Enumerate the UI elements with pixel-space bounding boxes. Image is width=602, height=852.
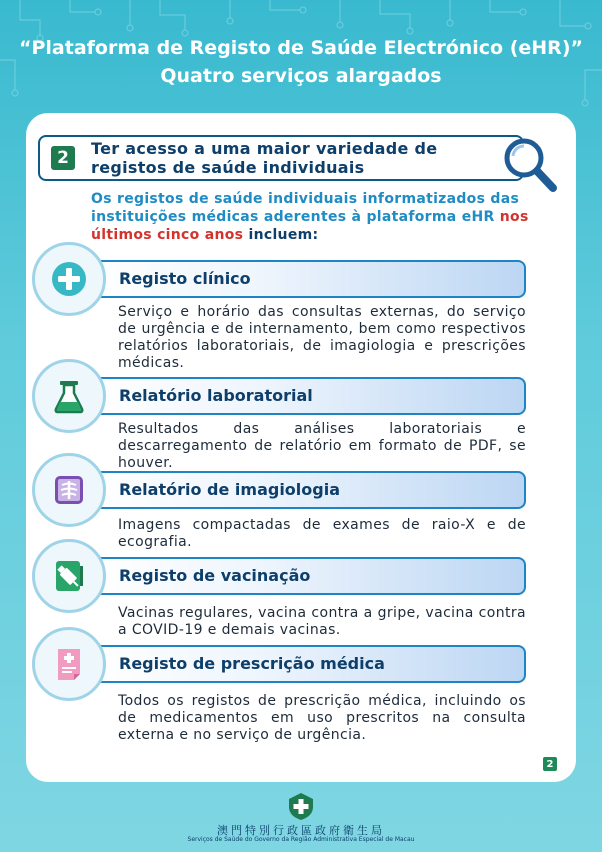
magnifier-icon [498,134,560,196]
medical-cross-icon [49,259,89,299]
service-title [91,139,511,177]
section-desc-vaccination: Vacinas regulares, vacina contra a gripe, vacina contra a COVID-19 e demais vacinas. [118,605,526,638]
section-icon-clinical [32,242,106,316]
intro-highlight: nos últimos cinco anos [91,209,529,243]
service-number-badge: 2 [51,146,75,170]
section-icon-imaging [32,453,106,527]
department-name-chinese: 澳門特別行政區政府衛生局 [217,824,385,837]
service-title-line1: Ter acesso a uma maior variedade de [91,139,438,158]
intro-part1: Os registos de saúde individuais informatizados das instituições médicas aderentes à plataforma eHR [91,191,520,225]
department-name-portuguese: Serviços de Saúde do Governo da Região Administrativa Especial de Macau [187,836,415,843]
section-title-clinical: Registo clínico [119,269,251,288]
section-icon-prescription [32,627,106,701]
section-title-lab: Relatório laboratorial [119,386,313,405]
section-icon-lab [32,359,106,433]
page-title: “Plataforma de Registo de Saúde Electrónico (eHR)” [19,37,583,59]
section-desc-prescription: Todos os registos de prescrição médica, incluindo os de medicamentos em uso prescritos na consulta externa e no serviço de urgência. [118,693,526,743]
lab-flask-icon [49,376,89,416]
intro-part2: incluem: [248,227,319,243]
intro-text [91,190,531,244]
health-bureau-logo-icon [286,791,316,821]
xray-icon [49,470,89,510]
section-title-vaccination: Registo de vacinação [119,566,311,585]
section-desc-imaging: Imagens compactadas de exames de raio-X e de ecografia. [118,517,526,550]
section-icon-vaccination [32,539,106,613]
page-subtitle: Quatro serviços alargados [160,65,442,87]
section-title-imaging: Relatório de imagiologia [119,480,340,499]
service-title-line2: registos de saúde individuais [91,158,365,177]
section-desc-lab: Resultados das análises laboratoriais e descarregamento de relatório em formato de PDF, se houver. [118,421,526,471]
page-number-badge: 2 [543,757,557,771]
prescription-icon [49,644,89,684]
section-title-prescription: Registo de prescrição médica [119,654,385,673]
vaccine-icon [49,556,89,596]
section-desc-clinical: Serviço e horário das consultas externas, do serviço de urgência e de internamento, bem como respectivos relatórios laboratoriais, de imagiologia e prescrições médicas. [118,304,526,371]
